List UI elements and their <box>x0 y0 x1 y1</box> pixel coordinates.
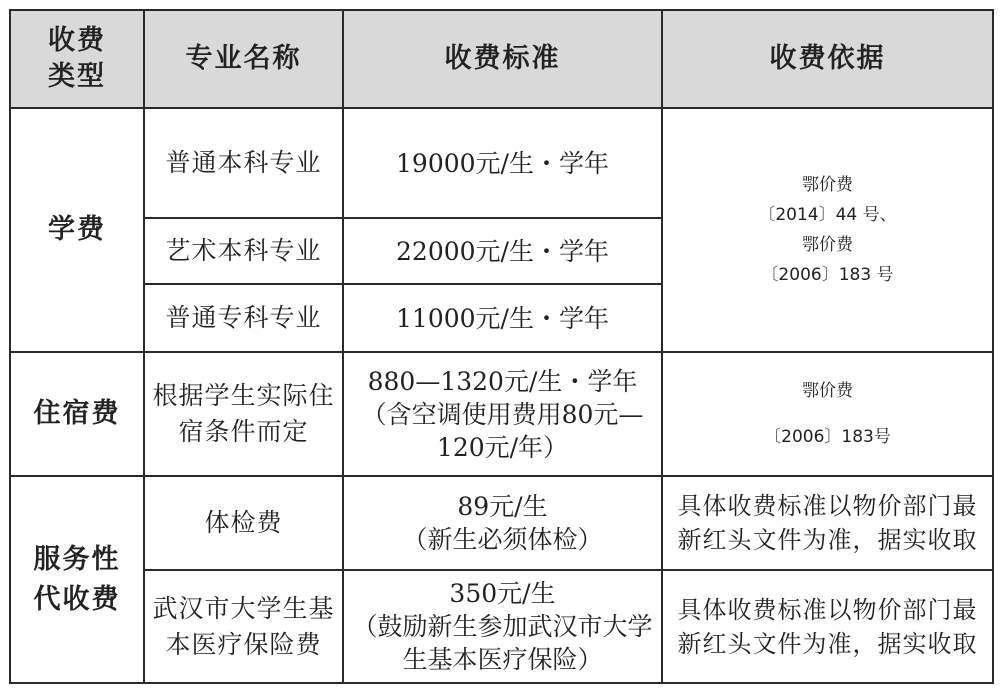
standard-line: （新生必须体检） <box>402 525 603 554</box>
header-fee-type: 收费类型 <box>10 10 144 108</box>
header-major: 专业名称 <box>144 10 343 108</box>
standard-line: 120元/年） <box>436 432 569 462</box>
major-cell: 根据学生实际住宿条件而定 <box>144 352 343 476</box>
table-row <box>10 476 993 570</box>
standard-cell <box>343 476 662 570</box>
basis-cell-tuition <box>662 108 993 352</box>
basis-line: 〔2006〕183号 <box>764 427 891 447</box>
standard-line: 350元/生 <box>449 579 556 608</box>
fee-type-tuition: 学费 <box>10 108 144 352</box>
major-cell: 普通本科专业 <box>144 108 343 218</box>
fee-type-service: 服务性代收费 <box>10 476 144 683</box>
header-basis: 收费依据 <box>662 10 993 108</box>
basis-line: 〔2006〕183 号 <box>761 265 894 285</box>
standard-line: （鼓励新生参加武汉市大学生基本医疗保险） <box>352 612 653 674</box>
table-row <box>10 570 993 683</box>
basis-line: 鄂价费 <box>802 381 853 401</box>
basis-line: 〔2014〕44 号、 <box>758 205 897 225</box>
table-row <box>10 108 993 218</box>
standard-line: 880—1320元/生・学年 <box>367 366 638 396</box>
major-cell: 艺术本科专业 <box>144 218 343 284</box>
standard-cell: 11000元/生・学年 <box>343 284 662 352</box>
header-standard: 收费标准 <box>343 10 662 108</box>
standard-cell <box>343 352 662 476</box>
header-row <box>10 10 993 108</box>
basis-line: 鄂价费 <box>802 175 853 195</box>
standard-line: （含空调使用费用80元— <box>361 399 644 429</box>
standard-line: 89元/生 <box>457 492 548 521</box>
basis-line: 鄂价费 <box>802 235 853 255</box>
basis-cell: 具体收费标准以物价部门最新红头文件为准，据实收取 <box>662 476 993 570</box>
standard-cell: 19000元/生・学年 <box>343 108 662 218</box>
table-row <box>10 352 993 476</box>
major-cell: 体检费 <box>144 476 343 570</box>
major-cell: 武汉市大学生基本医疗保险费 <box>144 570 343 683</box>
standard-cell: 22000元/生・学年 <box>343 218 662 284</box>
basis-cell: 具体收费标准以物价部门最新红头文件为准，据实收取 <box>662 570 993 683</box>
fee-type-accommodation: 住宿费 <box>10 352 144 476</box>
major-cell: 普通专科专业 <box>144 284 343 352</box>
basis-cell-accommodation <box>662 352 993 476</box>
fee-table <box>9 9 994 684</box>
standard-cell <box>343 570 662 683</box>
